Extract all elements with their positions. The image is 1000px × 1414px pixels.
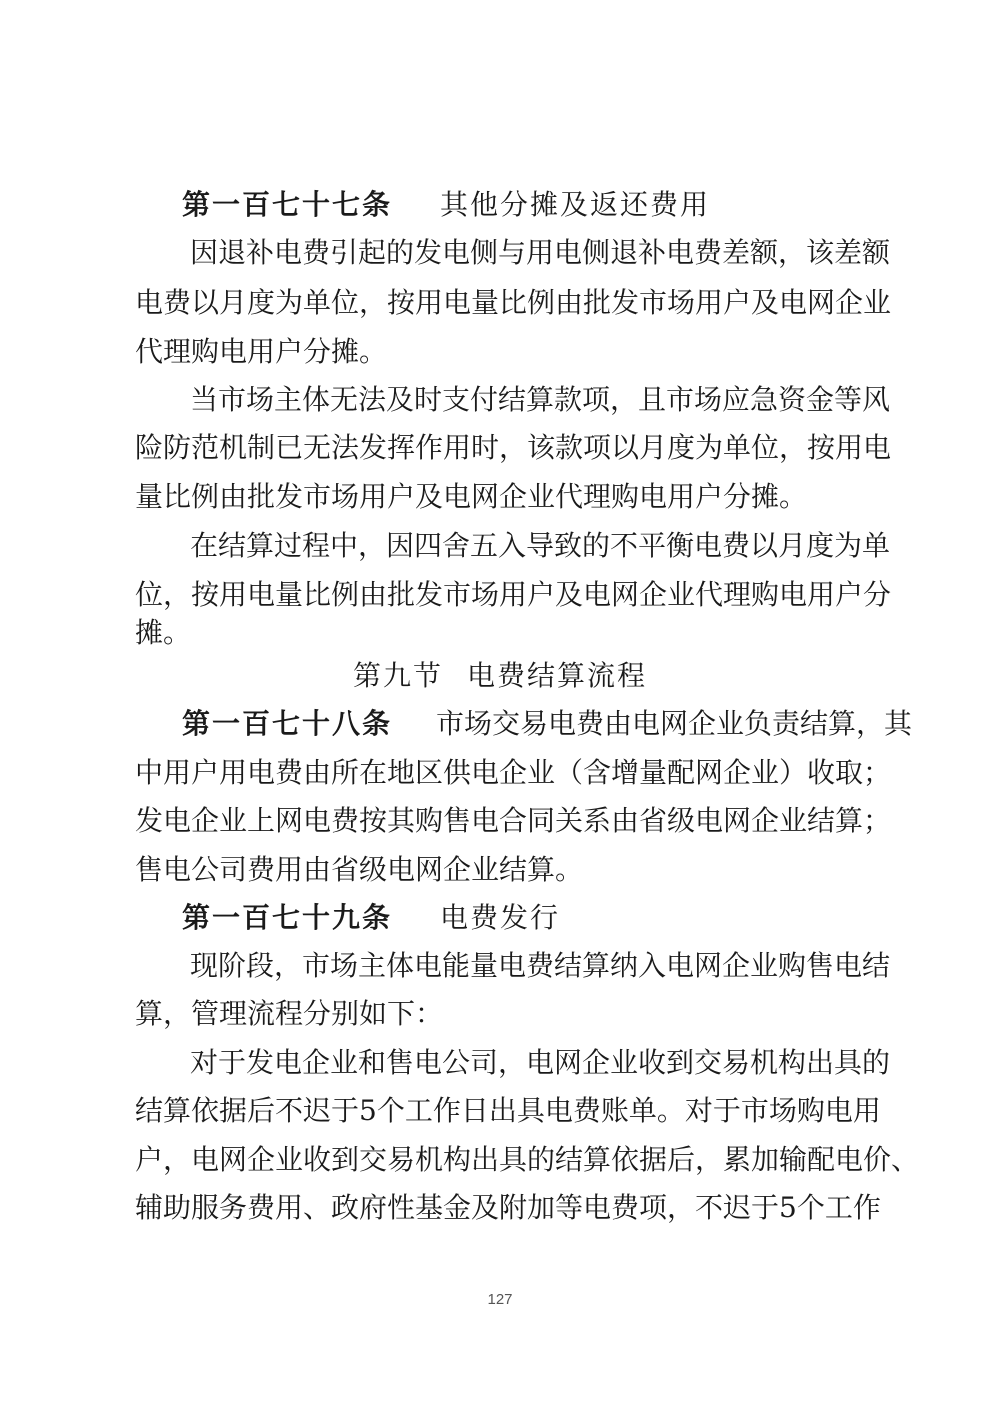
paragraph-line: 代理购电用户分摊。 — [135, 335, 388, 368]
paragraph-line: 现阶段，市场主体电能量电费结算纳入电网企业购售电结 — [190, 949, 891, 982]
article-178-number: 第一百七十八条 — [182, 707, 393, 740]
paragraph-line: 中用户用电费由所在地区供电企业（含增量配网企业）收取； — [135, 756, 892, 789]
article-177-number: 第一百七十七条 — [182, 188, 393, 221]
paragraph-line: 结算依据后不迟于5个工作日出具电费账单。对于市场购电用 — [135, 1094, 881, 1127]
paragraph-line: 发电企业上网电费按其购售电合同关系由省级电网企业结算； — [135, 804, 892, 837]
article-179-heading — [182, 898, 560, 938]
paragraph-line: 因退补电费引起的发电侧与用电侧退补电费差额，该差额 — [190, 236, 891, 269]
article-178-text: 市场交易电费由电网企业负责结算，其 — [436, 707, 913, 740]
section-9-title — [0, 656, 1000, 696]
article-178-first-line — [182, 704, 913, 744]
paragraph-line: 量比例由批发市场用户及电网企业代理购电用户分摊。 — [135, 480, 808, 513]
paragraph-line: 辅助服务费用、政府性基金及附加等电费项，不迟于5个工作 — [135, 1191, 881, 1224]
paragraph-line: 算，管理流程分别如下： — [135, 997, 444, 1030]
article-177-heading — [182, 185, 710, 225]
section-9-heading: 电费结算流程 — [467, 659, 648, 692]
article-177-title: 其他分摊及返还费用 — [440, 188, 711, 221]
paragraph-line: 电费以月度为单位，按用电量比例由批发市场用户及电网企业 — [135, 286, 892, 319]
article-179-number: 第一百七十九条 — [182, 901, 393, 934]
paragraph-line: 在结算过程中，因四舍五入导致的不平衡电费以月度为单 — [190, 529, 891, 562]
paragraph-line: 位，按用电量比例由批发市场用户及电网企业代理购电用户分 — [135, 578, 892, 611]
section-9-number: 第九节 — [352, 659, 443, 692]
article-179-title: 电费发行 — [440, 901, 561, 934]
paragraph-line: 险防范机制已无法发挥作用时，该款项以月度为单位，按用电 — [135, 431, 892, 464]
paragraph-line: 当市场主体无法及时支付结算款项，且市场应急资金等风 — [190, 383, 891, 416]
paragraph-line: 对于发电企业和售电公司，电网企业收到交易机构出具的 — [190, 1046, 891, 1079]
paragraph-line: 售电公司费用由省级电网企业结算。 — [135, 853, 584, 886]
page-number: 127 — [487, 1291, 513, 1308]
paragraph-line: 摊。 — [135, 616, 192, 649]
paragraph-line: 户，电网企业收到交易机构出具的结算依据后，累加输配电价、 — [135, 1143, 920, 1176]
